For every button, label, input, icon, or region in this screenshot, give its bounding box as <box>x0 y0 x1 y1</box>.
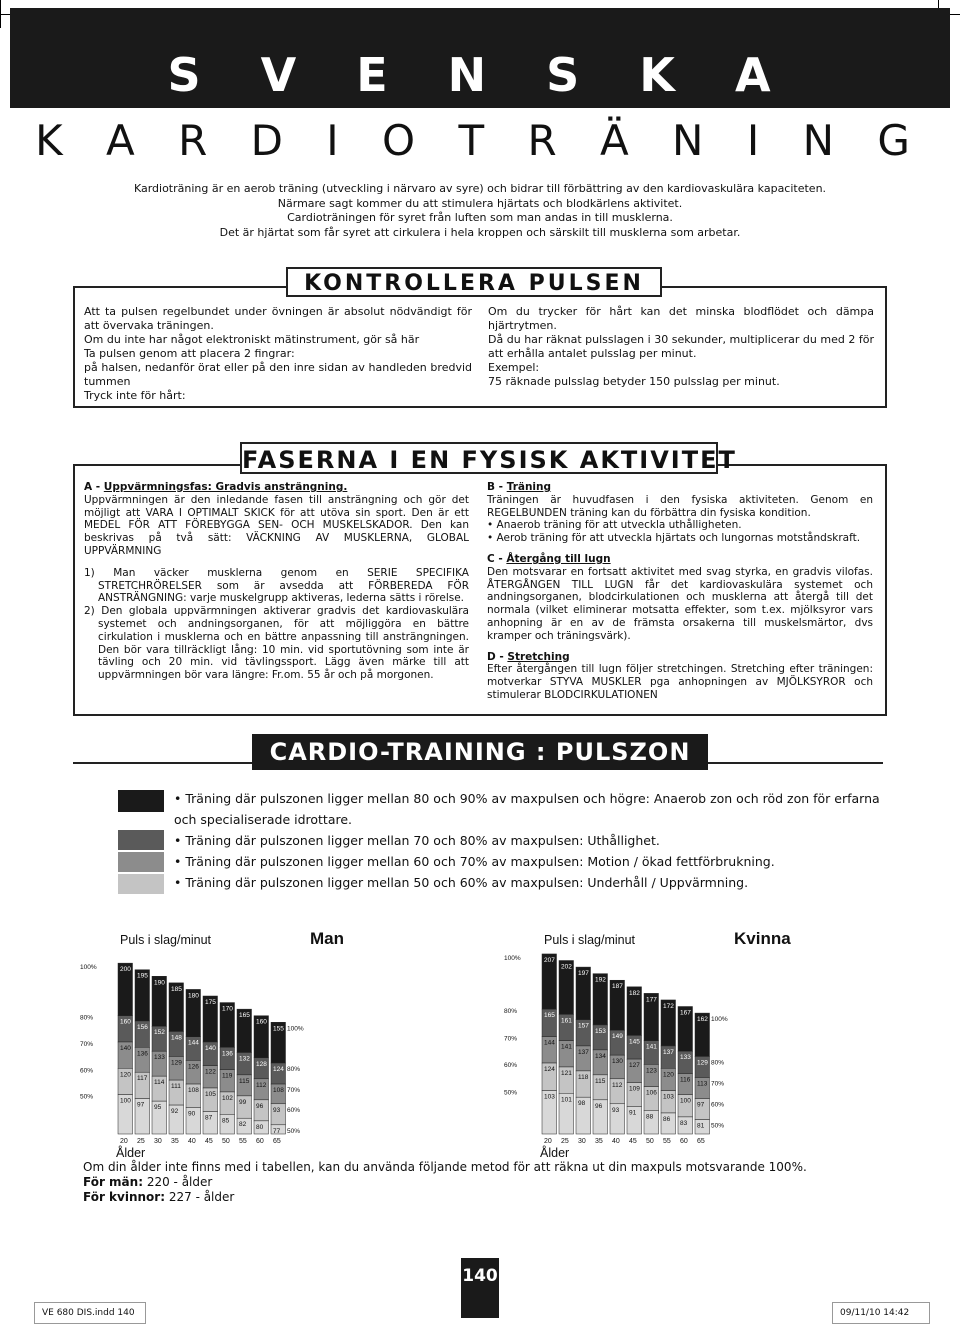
phase-a-item: 2) Den globala uppvärmningen aktiverar gradvis det kardiovaskulära systemet och andningsorganen, för att möjliggöra en bättre cirkulation i musklerna och en bättre anpassning till ansträngningen. Den bör vara tillräckligt lång: 10 min. vid sportutövning som inte är tävling och 20 min. vid tävlingssport. Lägg även märke till att uppvärmningen bör vara längre: Fr.om. 55 år och på morgonen. <box>84 605 469 682</box>
chart-percent-label: 100% <box>711 1016 728 1024</box>
chart-data-label: 160 <box>120 1018 131 1026</box>
pulse-right-column <box>488 305 874 389</box>
chart-data-label: 129 <box>171 1059 182 1067</box>
chart-data-label: 137 <box>663 1048 674 1056</box>
chart-data-label: 97 <box>697 1101 705 1109</box>
zone-legend <box>174 788 894 893</box>
pulse-paragraph: Att ta pulsen regelbundet under övningen är absolut nödvändigt för att övervaka träningen. <box>84 305 472 332</box>
chart-data-label: 192 <box>595 976 606 984</box>
phase-a-text: Uppvärmningen är den inledande fasen till ansträngning och gör det möjligt att VARA I OPTIMALT SKICK för att utöva sin sport. Den är ett MEDEL FÖR ATT FÖREBYGGA SEN- OCH MUSKELSKADOR. Den kan beskrivas på två sätt: VÄCKNING AV MUSKLERNA, GLOBAL UPPVÄRMNING <box>84 493 469 557</box>
footer-notes <box>83 1160 807 1205</box>
phase-c-prefix: C - <box>487 552 507 565</box>
chart-data-label: 121 <box>561 1069 572 1077</box>
chart-age-tick: 45 <box>629 1138 637 1145</box>
footer-note: Om din ålder inte finns med i tabellen, kan du använda följande metod för att räkna ut din maxpuls motsvarande 100%. <box>83 1160 807 1174</box>
zone-swatch-motion <box>118 852 164 872</box>
chart-data-label: 200 <box>120 966 131 974</box>
chart-percent-label: 70% <box>287 1087 301 1095</box>
chart-data-label: 111 <box>171 1083 181 1091</box>
zone-legend-item: • Träning där pulszonen ligger mellan 50 och 60% av maxpulsen: Underhåll / Uppvärmning. <box>174 875 749 890</box>
chart-data-label: 92 <box>171 1108 179 1116</box>
chart-data-label: 126 <box>188 1063 199 1071</box>
chart-data-label: 103 <box>663 1093 674 1101</box>
phase-b-bullet: • Anaerob träning för att utveckla uthålligheten. <box>487 519 742 532</box>
chart-data-label: 108 <box>273 1087 284 1095</box>
chart-age-tick: 35 <box>595 1138 603 1145</box>
language-banner <box>10 8 950 108</box>
chart-data-label: 101 <box>561 1096 572 1104</box>
chart-data-label: 145 <box>629 1038 640 1046</box>
chart-data-label: 162 <box>697 1016 708 1024</box>
phases-section-title: FASERNA I EN FYSISK AKTIVITET <box>240 442 718 474</box>
pulse-section-title: KONTROLLERA PULSEN <box>286 267 662 297</box>
phase-c-text: Den motsvarar en fortsatt aktivitet med svag styrka, en gradvis vilofas. ÅTERGÅNGEN TILL LUGN får det kardiovaskulära systemet och andningsorganen, blodcirkulationen och musklerna att återgå till det normala (vilket eliminerar motsatta effekter, som t.ex. mjölksyror vars anhopning är en av de främsta orsakerna till muskelsmärtor, dvs kramper och träningsvärk). <box>487 565 873 642</box>
zone-legend-item: • Träning där pulszonen ligger mellan 80 och 90% av maxpulsen och högre: Anaerob zon och röd zon för erfarna och specialiserade idrottare. <box>174 791 880 827</box>
page-number: 140 <box>461 1258 499 1318</box>
chart-data-label: 120 <box>120 1071 131 1079</box>
chart-age-tick: 50 <box>222 1138 230 1145</box>
chart-data-label: 85 <box>222 1117 230 1125</box>
chart-age-tick: 25 <box>137 1138 145 1145</box>
chart-data-label: 116 <box>680 1076 691 1084</box>
chart-age-tick: 60 <box>256 1138 264 1145</box>
chart-data-label: 148 <box>171 1034 182 1042</box>
zone-swatch-uthallighet <box>118 830 164 850</box>
chart-data-label: 136 <box>222 1050 233 1058</box>
chart-data-label: 123 <box>646 1067 657 1075</box>
phase-b-prefix: B - <box>487 481 507 493</box>
chart-data-label: 96 <box>256 1102 264 1110</box>
chart-data-label: 170 <box>222 1005 233 1013</box>
chart-data-label: 133 <box>680 1054 691 1062</box>
pulse-paragraph: Tryck inte för hårt: <box>84 389 186 402</box>
pulse-left-column <box>84 305 472 403</box>
chart-data-label: 141 <box>561 1043 572 1051</box>
chart-data-label: 128 <box>256 1060 267 1068</box>
chart-data-label: 97 <box>137 1101 145 1109</box>
chart-data-label: 153 <box>595 1027 606 1035</box>
chart-percent-label: 50% <box>80 1093 94 1101</box>
chart-data-label: 161 <box>561 1017 572 1025</box>
chart-data-label: 119 <box>222 1072 233 1080</box>
phase-b-heading: Träning <box>506 481 552 493</box>
chart-data-label: 112 <box>256 1081 267 1089</box>
chart-data-label: 109 <box>629 1085 640 1093</box>
chart-age-tick: 20 <box>544 1138 552 1145</box>
chart-percent-label: 70% <box>711 1080 725 1088</box>
chart-data-label: 185 <box>171 985 182 993</box>
chart-age-tick: 30 <box>154 1138 162 1145</box>
chart-data-label: 93 <box>612 1106 620 1114</box>
chart-data-label: 160 <box>256 1018 267 1026</box>
slug-date: 09/11/10 14:42 <box>840 1308 910 1318</box>
chart-data-label: 197 <box>578 970 589 978</box>
chart-percent-label: 70% <box>504 1035 518 1043</box>
chart-data-label: 155 <box>273 1025 284 1033</box>
chart-data-label: 100 <box>120 1097 131 1105</box>
chart-data-label: 172 <box>663 1002 674 1010</box>
chart-data-label: 175 <box>205 999 216 1006</box>
phases-right-column <box>487 481 873 702</box>
chart-data-label: 127 <box>629 1062 640 1070</box>
chart-data-label: 141 <box>646 1043 657 1051</box>
chart-data-label: 100 <box>680 1097 691 1105</box>
chart-age-tick: 65 <box>697 1138 705 1145</box>
chart-data-label: 108 <box>188 1087 199 1095</box>
chart-data-label: 190 <box>154 979 165 987</box>
chart-age-tick: 25 <box>561 1138 569 1145</box>
page-title: K A R D I O T R Ä N I N G <box>35 116 925 165</box>
chart-data-label: 82 <box>239 1121 247 1129</box>
chart-data-label: 122 <box>205 1068 216 1076</box>
chart-percent-label: 100% <box>287 1025 304 1033</box>
phase-a-heading: Uppvärmningsfas: Gradvis ansträngning. <box>103 481 348 493</box>
chart-age-tick: 60 <box>680 1138 688 1145</box>
chart-age-tick: 65 <box>273 1138 281 1145</box>
chart-data-label: 112 <box>612 1081 623 1089</box>
chart-age-tick: 40 <box>188 1138 196 1145</box>
chart-data-label: 90 <box>188 1110 196 1118</box>
chart-title: Man <box>310 929 344 948</box>
chart-data-label: 93 <box>273 1106 281 1114</box>
chart-data-label: 88 <box>646 1113 654 1121</box>
chart-data-label: 87 <box>205 1114 213 1122</box>
pulse-paragraph: Om du inte har något elektroniskt mätinstrument, gör så här <box>84 333 420 346</box>
chart-title: Kvinna <box>734 929 791 948</box>
chart-age-tick: 45 <box>205 1138 213 1145</box>
chart-data-label: 103 <box>544 1093 555 1101</box>
chart-data-label: 152 <box>154 1029 165 1037</box>
chart-percent-label: 80% <box>711 1059 725 1067</box>
chart-y-axis-label: Puls i slag/minut <box>120 933 212 947</box>
intro-text <box>80 182 880 240</box>
chart-age-tick: 30 <box>578 1138 586 1145</box>
chart-data-label: 140 <box>205 1045 216 1052</box>
chart-data-label: 132 <box>239 1055 250 1063</box>
pulse-paragraph: 75 räknade pulsslag betyder 150 pulsslag per minut. <box>488 375 780 388</box>
chart-percent-label: 80% <box>504 1008 518 1016</box>
men-formula: 220 - ålder <box>146 1175 213 1189</box>
chart-data-label: 133 <box>154 1054 165 1062</box>
chart-data-label: 91 <box>629 1109 637 1117</box>
pulse-paragraph: på halsen, nedanför örat eller på den inre sidan av handleden bredvid tummen <box>84 361 472 388</box>
chart-data-label: 113 <box>697 1080 708 1088</box>
men-label: För män: <box>83 1175 143 1189</box>
chart-data-label: 140 <box>120 1045 131 1052</box>
chart-data-label: 144 <box>544 1039 555 1047</box>
chart-data-label: 134 <box>595 1052 606 1060</box>
phase-a-prefix: A - <box>84 481 104 493</box>
phase-d-text: Efter återgången till lugn följer stretchingen. Stretching efter träningen: motverkar STYVA MUSKLER pga anhopningen av MJÖLKSYROR och stimulerar BLODCIRKULATIONEN <box>487 663 873 701</box>
intro-line: Det är hjärtat som får syret att cirkulera i hela kroppen och särskilt till musklerna som arbetar. <box>219 225 741 239</box>
phases-left-column <box>84 481 469 682</box>
language-title: S V E N S K A <box>167 48 793 102</box>
phase-b-bullet: • Aerob träning för att utveckla hjärtats och lungornas motståndskraft. <box>487 532 861 545</box>
intro-line: Cardioträningen för syret från luften som man andas in till musklerna. <box>287 211 673 224</box>
chart-data-label: 157 <box>578 1022 589 1030</box>
pulse-paragraph: Exempel: <box>488 361 540 374</box>
phase-b-text: Träningen är huvudfasen i den fysiska aktiviteten. Genom en REGELBUNDEN träning kan du förbättra din fysiska kondition. <box>487 493 873 519</box>
chart-data-label: 195 <box>137 972 148 980</box>
chart-data-label: 137 <box>578 1048 589 1056</box>
chart-data-label: 81 <box>697 1122 705 1130</box>
pulse-paragraph: Om du trycker för hårt kan det minska blodflödet och dämpa hjärtrytmen. <box>488 305 874 332</box>
slug-file: VE 680 DIS.indd 140 <box>42 1308 135 1318</box>
phase-c-heading: Återgång till lugn <box>506 552 611 565</box>
chart-data-label: 177 <box>646 996 657 1004</box>
chart-data-label: 130 <box>612 1058 623 1066</box>
chart-data-label: 77 <box>273 1127 281 1135</box>
zone-legend-item: • Träning där pulszonen ligger mellan 70 och 80% av maxpulsen: Uthållighet. <box>174 833 660 848</box>
chart-data-label: 124 <box>544 1066 555 1074</box>
intro-line: Kardioträning är en aerob träning (utveckling i närvaro av syre) och bidrar till förbättring av den kardiovaskulära kapaciteten. <box>133 182 827 195</box>
chart-data-label: 96 <box>595 1102 603 1110</box>
chart-age-tick: 20 <box>120 1138 128 1145</box>
phase-d-heading: Stretching <box>507 650 570 663</box>
chart-data-label: 83 <box>680 1119 688 1127</box>
chart-data-label: 124 <box>273 1066 284 1074</box>
chart-age-tick: 40 <box>612 1138 620 1145</box>
chart-percent-label: 70% <box>80 1041 94 1048</box>
chart-percent-label: 80% <box>287 1066 301 1074</box>
chart-data-label: 86 <box>663 1115 671 1123</box>
chart-percent-label: 50% <box>287 1127 301 1135</box>
chart-percent-label: 60% <box>80 1067 94 1075</box>
chart-data-label: 180 <box>188 992 199 1000</box>
women-label: För kvinnor: <box>83 1190 166 1204</box>
chart-data-label: 118 <box>578 1073 589 1081</box>
chart-data-label: 207 <box>544 956 555 964</box>
zone-legend-item: • Träning där pulszonen ligger mellan 60 och 70% av maxpulsen: Motion / ökad fettförbrukning. <box>174 854 775 869</box>
chart-y-axis-label: Puls i slag/minut <box>544 933 636 947</box>
chart-age-tick: 55 <box>663 1138 671 1145</box>
intro-line: Närmare sagt kommer du att stimulera hjärtats och blodkärlens aktivitet. <box>277 196 683 210</box>
chart-data-label: 202 <box>561 963 572 971</box>
women-formula: 227 - ålder <box>168 1190 235 1204</box>
pulse-paragraph: Ta pulsen genom att placera 2 fingrar: <box>84 347 295 360</box>
chart-data-label: 95 <box>154 1104 162 1112</box>
chart-percent-label: 60% <box>711 1101 725 1109</box>
chart-data-label: 165 <box>544 1012 555 1020</box>
chart-data-label: 117 <box>137 1075 148 1083</box>
chart-data-label: 136 <box>137 1050 148 1058</box>
chart-percent-label: 60% <box>504 1062 518 1070</box>
chart-data-label: 167 <box>680 1009 691 1017</box>
chart-data-label: 80 <box>256 1123 264 1131</box>
zone-swatch-anaerob <box>118 790 164 812</box>
chart-data-label: 115 <box>595 1077 606 1085</box>
chart-age-tick: 55 <box>239 1138 247 1145</box>
chart-age-tick: 50 <box>646 1138 654 1145</box>
chart-percent-label: 60% <box>287 1106 301 1114</box>
phase-a-item: 1) Man väcker musklerna genom en SERIE SPECIFIKA STRETCHRÖRELSER som är avsedda att FÖRBEREDA FÖR ANSTRÄNGNING: varje muskelgrupp aktiveras, lederna sätts i rörelse. <box>84 566 469 605</box>
chart-data-label: 182 <box>629 989 640 997</box>
chart-data-label: 187 <box>612 983 623 991</box>
chart-data-label: 156 <box>137 1023 148 1031</box>
chart-x-axis-label: Ålder <box>540 1146 570 1160</box>
chart-data-label: 98 <box>578 1100 586 1108</box>
chart-percent-label: 50% <box>711 1122 725 1130</box>
phase-d-prefix: D - <box>487 650 508 663</box>
chart-data-label: 165 <box>239 1012 250 1020</box>
chart-x-axis-label: Ålder <box>116 1146 146 1160</box>
chart-data-label: 144 <box>188 1039 199 1047</box>
chart-percent-label: 50% <box>504 1089 518 1097</box>
chart-percent-label: 100% <box>80 964 97 972</box>
chart-percent-label: 80% <box>80 1014 94 1022</box>
pulse-zone-charts <box>0 920 960 1160</box>
chart-data-label: 105 <box>205 1091 216 1098</box>
pulse-paragraph: Då du har räknat pulsslagen i 30 sekunder, multiplicerar du med 2 för att erhålla antalet pulsslag per minut. <box>488 333 874 360</box>
chart-data-label: 149 <box>612 1033 623 1041</box>
chart-age-tick: 35 <box>171 1138 179 1145</box>
chart-data-label: 115 <box>239 1077 250 1085</box>
chart-percent-label: 100% <box>504 954 521 962</box>
chart-data-label: 99 <box>239 1098 247 1106</box>
zone-swatch-underhall <box>118 874 164 894</box>
zone-section-title: CARDIO-TRAINING : PULSZON <box>252 734 708 770</box>
chart-data-label: 114 <box>154 1079 165 1087</box>
chart-data-label: 129 <box>697 1059 708 1067</box>
chart-data-label: 106 <box>646 1089 657 1097</box>
chart-data-label: 120 <box>663 1071 674 1079</box>
chart-data-label: 102 <box>222 1094 233 1102</box>
